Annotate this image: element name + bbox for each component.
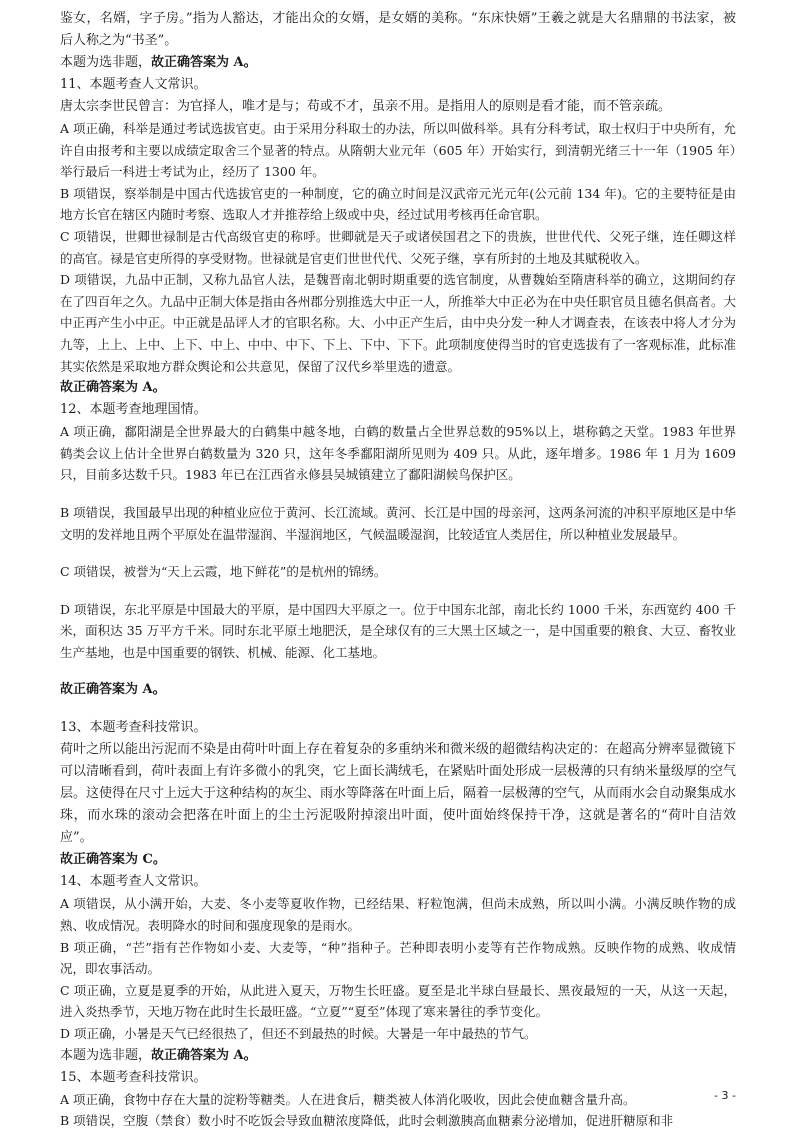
- answer-line: [60, 377, 736, 399]
- answer-line: [60, 679, 736, 701]
- paragraph-text: 14、本题考查人文常识。: [60, 874, 207, 890]
- paragraph: [60, 980, 736, 1023]
- paragraph-text: 15、本题考查科技常识。: [60, 1069, 207, 1085]
- paragraph-gap: [60, 583, 736, 599]
- paragraph: [60, 8, 736, 52]
- paragraph: [60, 1023, 736, 1045]
- paragraph-gap: [60, 545, 736, 561]
- paragraph-text: 故正确答案为 A。: [60, 380, 166, 396]
- paragraph: [60, 599, 736, 664]
- answer-line: [60, 849, 736, 871]
- paragraph: [60, 937, 736, 980]
- paragraph: [60, 1067, 736, 1089]
- paragraph: [60, 52, 736, 74]
- paragraph-text: 故正确答案为 C。: [60, 852, 166, 868]
- paragraph-gap: [60, 486, 736, 502]
- answer-text: 故正确答案为 A。: [151, 55, 257, 70]
- paragraph-text: 鉴女，名婿，字子房。”指为人豁达，才能出众的女婿，是女婿的美称。“东床快婿”王羲之就是大名鼎鼎的书法家，被后人称之为“书圣”。: [60, 11, 736, 48]
- paragraph-text: A 项正确，科举是通过考试选拔官吏。由于采用分科取士的办法，所以叫做科举。具有分科考试，取士权归于中央所有，允许自由报考和主要以成绩定取舍三个显著的特点。从隋朝大业元年（605 年）开始实行，到清朝光绪三十一年（1905 年）举行最后一科进士考试为止，经历了 1300 年。: [60, 121, 736, 180]
- paragraph-text: 本题为选非题，: [60, 55, 152, 70]
- paragraph: [60, 74, 736, 96]
- paragraph: [60, 226, 736, 269]
- paragraph: [60, 183, 736, 226]
- paragraph-text: 11、本题考查人文常识。: [60, 77, 207, 92]
- paragraph: [60, 1110, 736, 1132]
- paragraph: [60, 561, 736, 583]
- paragraph: [60, 502, 736, 545]
- paragraph-text: C 项错误，世卿世禄制是古代高级官吏的称呼。世卿就是天子或诸侯国君之下的贵族，世世代代、父死子继，连任卿这样的高官。禄是官吏所得的享受财物。世禄就是官吏们世世代代、父死子继，享有所封的土地及其赋税收入。: [60, 228, 736, 266]
- paragraph: [60, 399, 736, 421]
- paragraph: [60, 739, 736, 849]
- paragraph-text: B 项错误，我国最早出现的种植业应位于黄河、长江流域。黄河、长江是中国的母亲河，这两条河流的冲积平原地区是中华文明的发祥地且两个平原处在温带湿润、半湿润地区，气候温暖湿润，比较适宜人类居住，所以种植业发展最早。: [60, 504, 736, 542]
- paragraph-text: D 项正确，小暑是天气已经很热了，但还不到最热的时候。大暑是一年中最热的节气。: [60, 1026, 537, 1042]
- paragraph-text: A 项正确，食物中存在大量的淀粉等糖类。人在进食后，糖类被人体消化吸收，因此会使血糖含量升高。: [60, 1091, 636, 1107]
- paragraph-text: 故正确答案为 A。: [60, 682, 166, 698]
- paragraph: [60, 1089, 736, 1111]
- paragraph-text: D 项错误，东北平原是中国最大的平原，是中国四大平原之一。位于中国东北部，南北长约 1000 千米，东西宽约 400 千米，面积达 35 万平方千米。同时东北平原土地肥沃，是全球仅有的三大黑土区域之一，是中国重要的粮食、大豆、畜牧业生产基地，也是中国重要的钢铁、机械、能源、化工基地。: [60, 601, 736, 660]
- paragraph-gap: [60, 701, 736, 717]
- paragraph-text: D 项错误，九品中正制，又称九品官人法，是魏晋南北朝时期重要的选官制度，从曹魏始至隋唐科举的确立，这期间约存在了四百年之久。九品中正制大体是指由各州郡分别推选大中正一人，所推举大中正必为在中央任职官员且德名俱高者。大中正再产生小中正。中正就是品评人才的官职名称。大、小中正产生后，由中央分发一种人才调查表，在该表中将人才分为九等，上上、上中、上下、中上、中中、中下、下上、下中、下下。此项制度使得当时的官吏选拔有了一客观标准，此标准其实依然是采取地方群众舆论和公共意见，保留了汉代乡举里选的遗意。: [60, 272, 736, 374]
- paragraph-text: C 项错误，被誉为“天上云霞，地下鲜花”的是杭州的锦绣。: [60, 564, 387, 580]
- paragraph: [60, 96, 736, 118]
- paragraph: [60, 717, 736, 739]
- document-body: [60, 8, 736, 1132]
- paragraph-text: B 项错误，空腹（禁食）数小时不吃饭会导致血糖浓度降低，此时会刺激胰高血糖素分泌增加，促进肝糖原和非: [60, 1113, 674, 1129]
- paragraph-text: C 项正确，立夏是夏季的开始，从此进入夏天，万物生长旺盛。夏至是北半球白昼最长、黑夜最短的一天，从这一天起，进入炎热季节，天地万物在此时生长最旺盛。“立夏”“夏至”体现了寒来暑往的季节变化。: [60, 982, 736, 1020]
- paragraph-text: A 项正确，鄱阳湖是全世界最大的白鹤集中越冬地，白鹤的数量占全世界总数的95%以上，堪称鹤之天堂。1983 年世界鹤类会议上估计全世界白鹤数量为 320 只，这年冬季鄱阳湖所见则为 409 只。从此，逐年增多。1986 年 1 月为 1609 只，目前多达数千只。1983 年已在江西省永修县吴城镇建立了鄱阳湖候鸟保护区。: [60, 424, 736, 483]
- paragraph-text: 荷叶之所以能出污泥而不染是由荷叶叶面上存在着复杂的多重纳米和微米级的超微结构决定的：在超高分辨率显微镜下可以清晰看到，荷叶表面上有许多微小的乳突，它上面长满绒毛，在紧贴叶面处形成一层极薄的只有纳米量级厚的空气层。这使得在尺寸上远大于这种结构的灰尘、雨水等降落在叶面上后，隔着一层极薄的空气，从而雨水会自动聚集成水珠，而水珠的滚动会把落在叶面上的尘土污泥吸附掉滚出叶面，使叶面始终保持干净，这就是著名的“荷叶自洁效应”。: [60, 742, 737, 846]
- paragraph-text: A 项错误，从小满开始，大麦、冬小麦等夏收作物，已经结果、籽粒饱满，但尚未成熟，所以叫小满。小满反映作物的成熟、收成情况。表明降水的时间和强度现象的是雨水。: [60, 896, 736, 934]
- paragraph-text: B 项正确，“芒”指有芒作物如小麦、大麦等，“种”指种子。芒种即表明小麦等有芒作物成熟。反映作物的成熟、收成情况，即农事活动。: [60, 939, 736, 977]
- paragraph: [60, 893, 736, 936]
- answer-text: 故正确答案为 A。: [151, 1047, 257, 1063]
- paragraph-text: B 项错误，察举制是中国古代选拔官吏的一种制度，它的确立时间是汉武帝元光元年(公元前 134 年)。它的主要特征是由地方长官在辖区内随时考察、选取人才并推荐给上级或中央，经过试用考核再任命官职。: [60, 185, 736, 223]
- paragraph-gap: [60, 663, 736, 679]
- paragraph-text: 本题为选非题，: [60, 1047, 152, 1063]
- paragraph: [60, 118, 736, 183]
- paragraph: [60, 421, 736, 486]
- page-number: - 3 -: [714, 1089, 736, 1102]
- paragraph-text: 12、本题考查地理国情。: [60, 402, 207, 418]
- paragraph-text: 13、本题考查科技常识。: [60, 720, 207, 736]
- paragraph: [60, 871, 736, 893]
- paragraph: [60, 1045, 736, 1067]
- paragraph: [60, 269, 736, 377]
- paragraph-text: 唐太宗李世民曾言：为官择人，唯才是与；苟或不才，虽亲不用。是指用人的原则是看才能，而不管亲疏。: [60, 99, 672, 114]
